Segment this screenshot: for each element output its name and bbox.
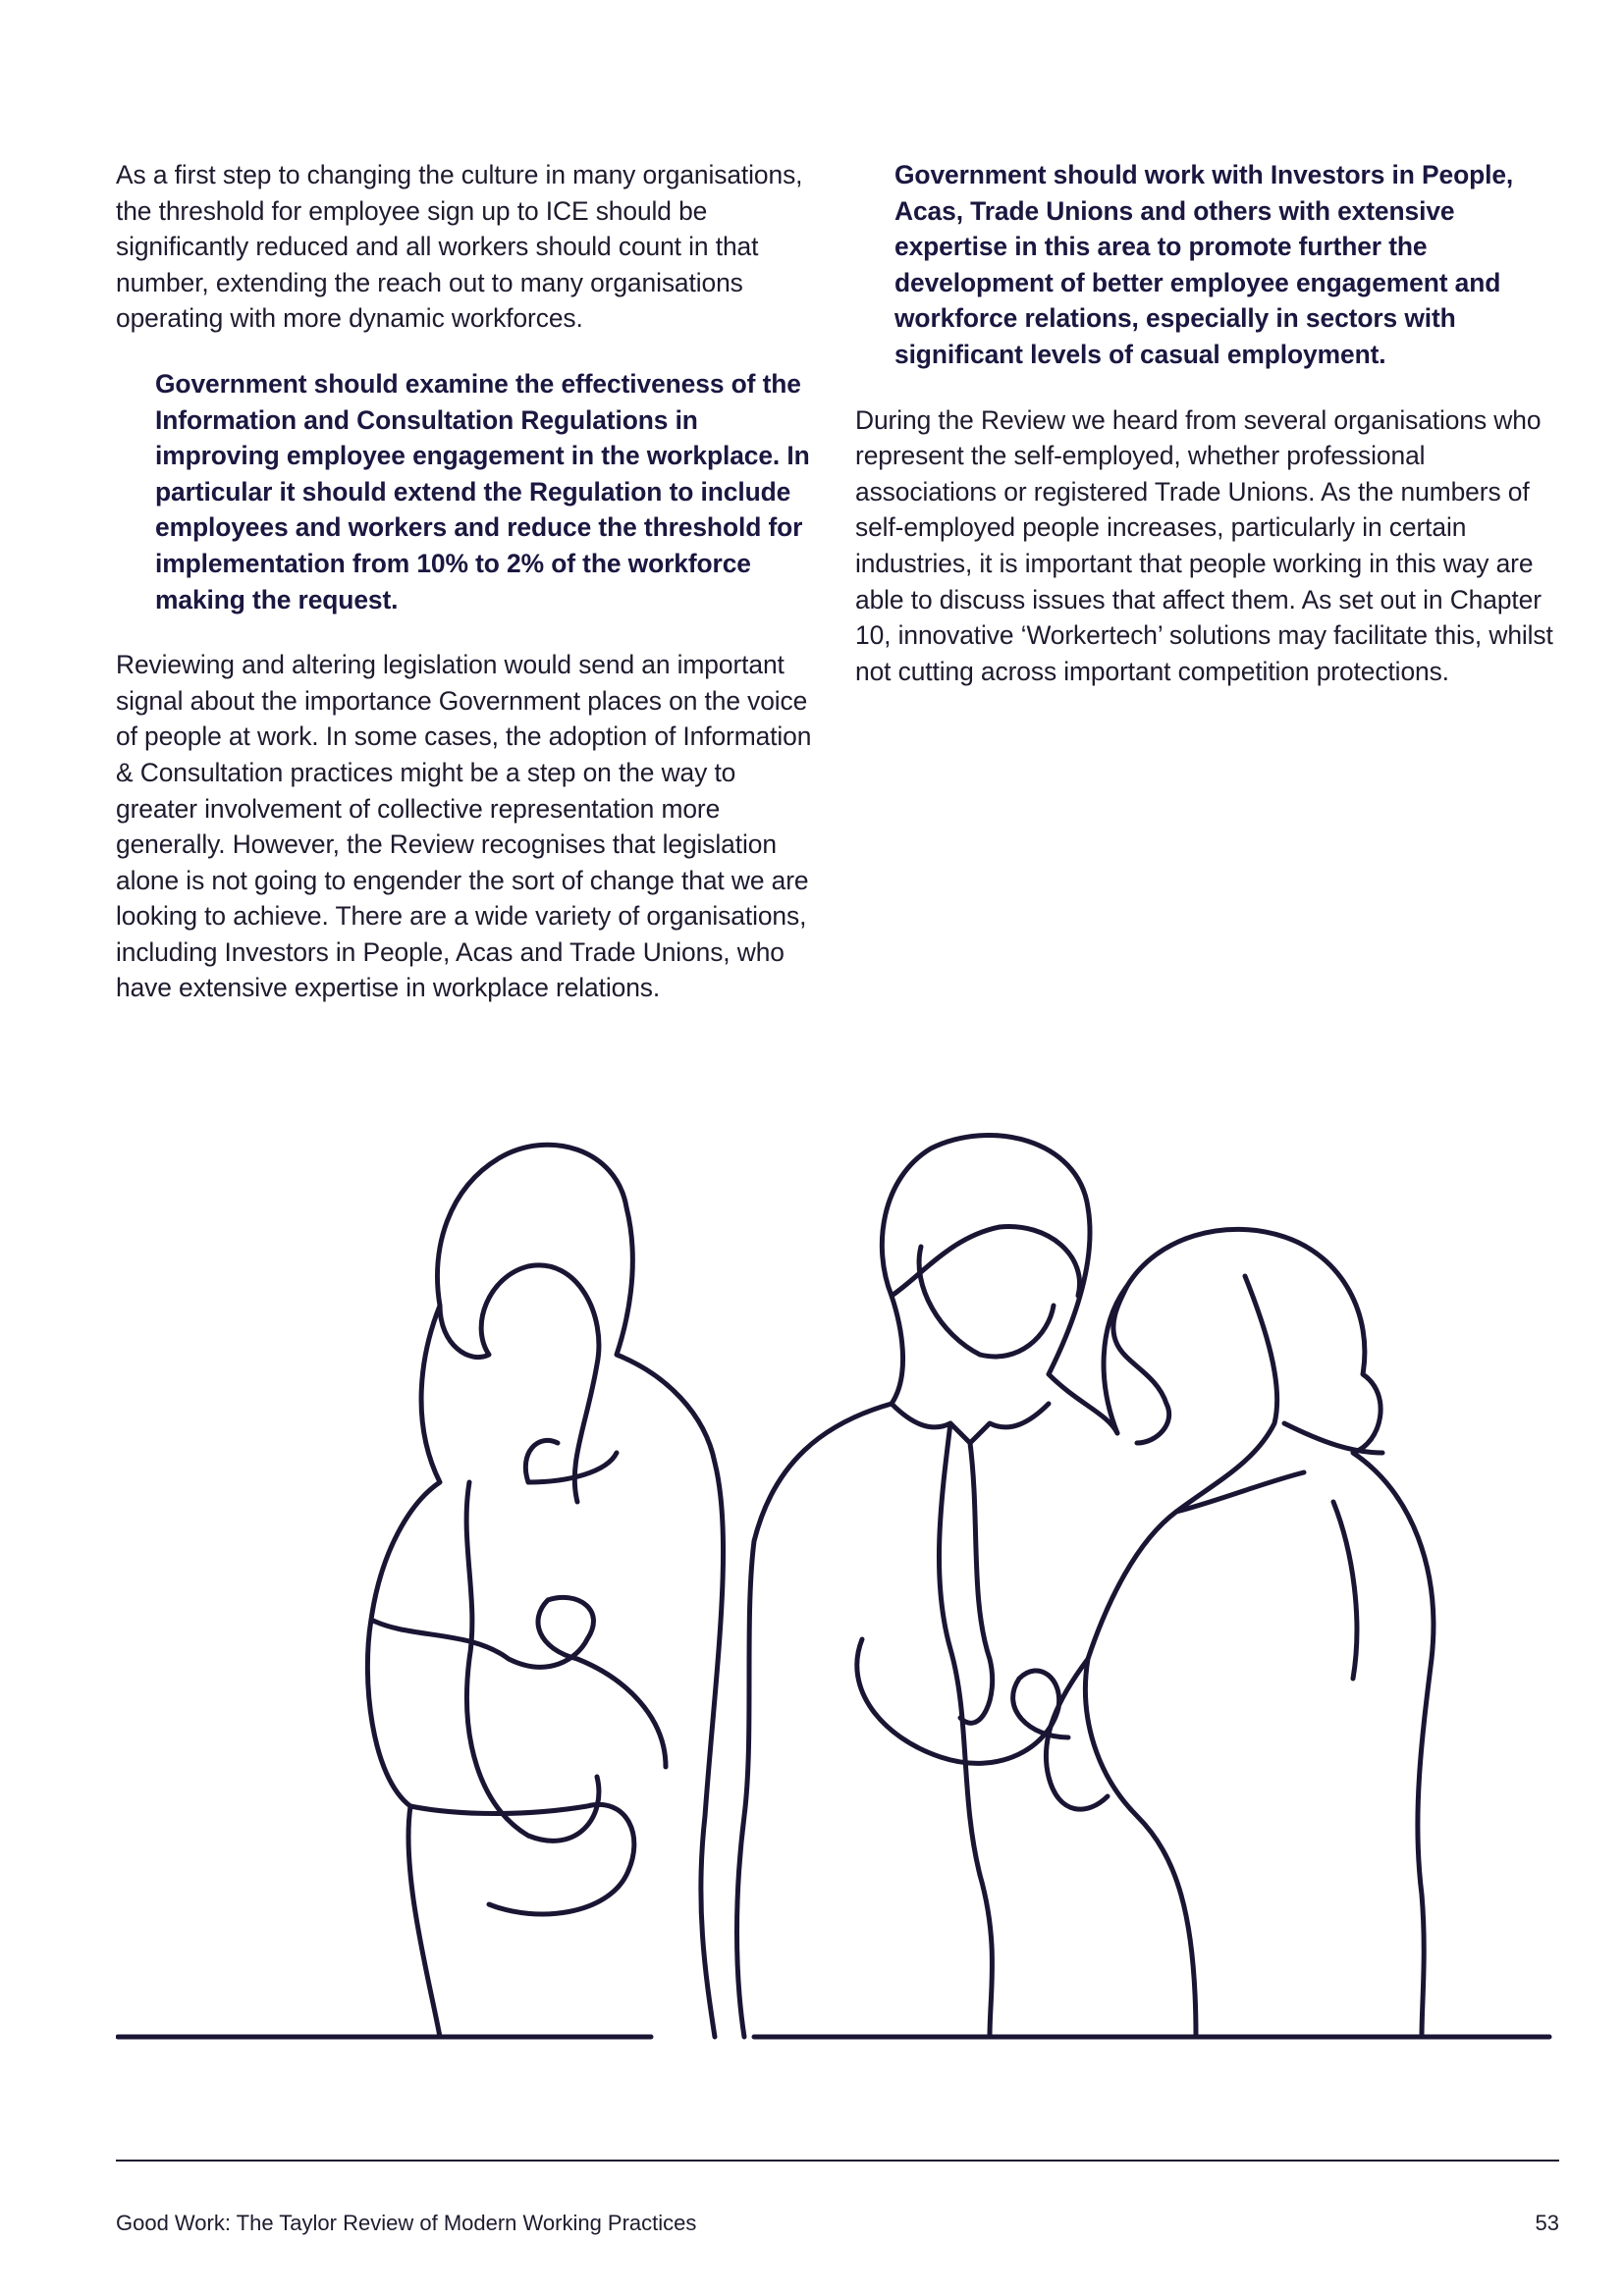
recommendation-information-consultation: Government should examine the effectiveness of the Information and Consultation Regulations in improving employee engagement in the workplace. In particular it should extend the Regulation to include employees and workers and reduce the threshold for implementation from 10% to 2% of the workforce making the request. — [155, 368, 810, 614]
paragraph-self-employed: During the Review we heard from several organisations who represent the self-employed, whether professional associations or registered Trade Unions. As the numbers of self-employed people increases, particularly in certain industries, it is important that people working in this way are able to discuss issues that affect them. As set out in Chapter 10, innovative ‘Workertech’ solutions may facilitate this, whilst not cutting across important competition protections. — [855, 404, 1553, 686]
right-column — [855, 157, 1568, 689]
footer-divider — [116, 2160, 1559, 2162]
recommendation-employee-engagement: Government should work with Investors in People, Acas, Trade Unions and others with extensive expertise in this area to promote further the development of better employee engagement and workforce relations, especially in sectors with significant levels of casual employment. — [894, 160, 1514, 369]
paragraph-ice-threshold: As a first step to changing the culture in many organisations, the threshold for employee sign up to ICE should be significantly reduced and all workers should count in that number, extending the reach out to many organisations operating with more dynamic workforces. — [116, 160, 803, 334]
footer-document-title: Good Work: The Taylor Review of Modern Working Practices — [116, 2211, 697, 2235]
woman-figure — [367, 1145, 723, 2037]
man-figure — [737, 1136, 1118, 2038]
profile-figure — [1046, 1229, 1433, 2037]
line-art-illustration — [116, 1129, 1559, 2071]
page-number: 53 — [1535, 2211, 1559, 2235]
paragraph-legislation-signal: Reviewing and altering legislation would send an important signal about the importance Government places on the voice of people at work. In some cases, the adoption of Information & Consultation practices might be a step on the way to greater involvement of collective representation more generally. However, the Review recognises that legislation alone is not going to engender the sort of change that we are looking to achieve. There are a wide variety of organisations, including Investors in People, Acas and Trade Unions, who have extensive expertise in workplace relations. — [116, 650, 812, 1003]
left-column — [116, 157, 823, 1006]
